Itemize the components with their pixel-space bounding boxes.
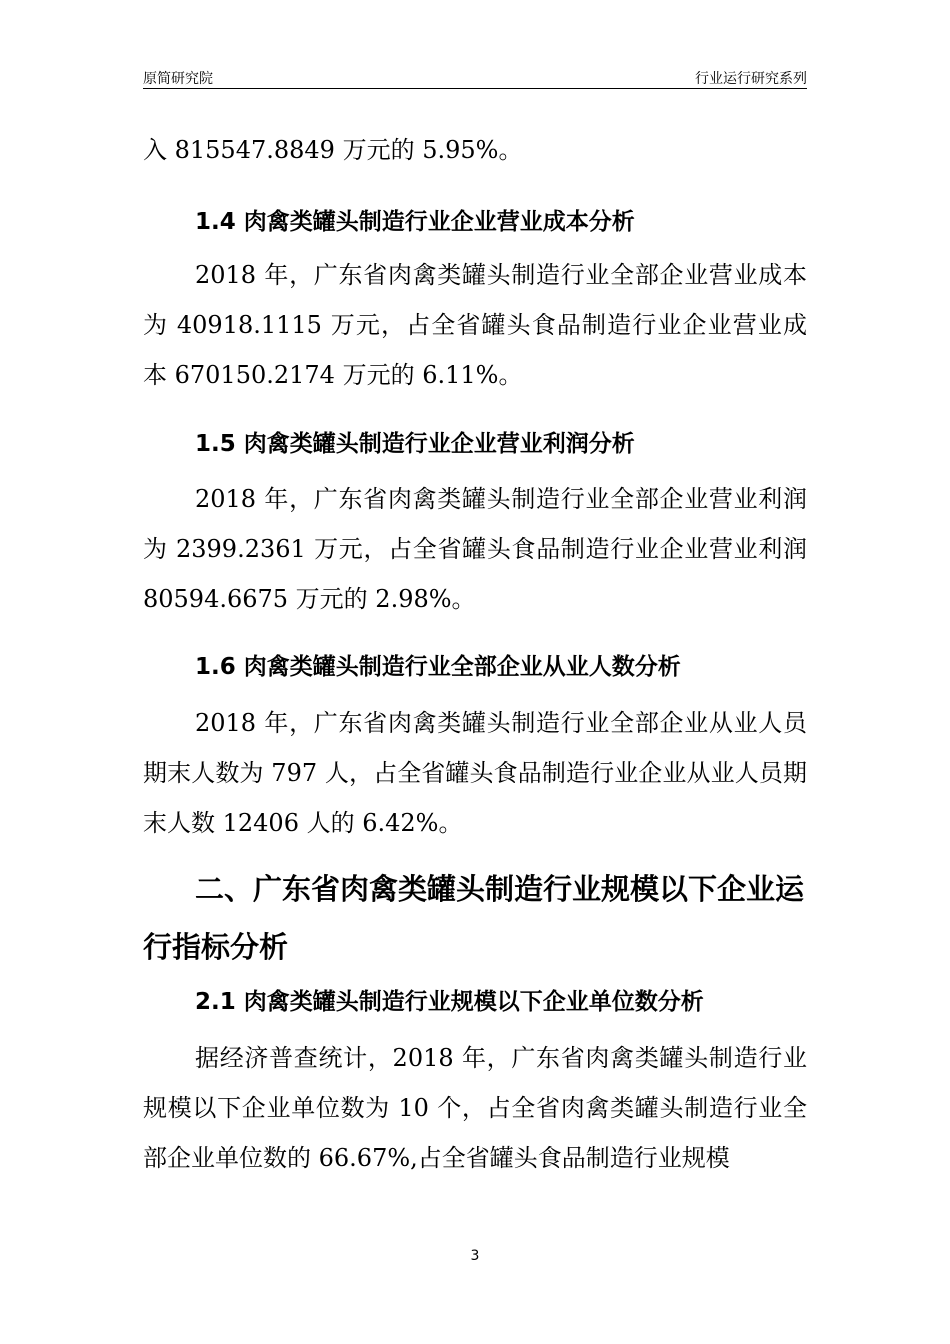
section-heading-1-5: 1.5 肉禽类罐头制造行业企业营业利润分析 — [195, 431, 635, 457]
chapter-heading-line-1: 二、广东省肉禽类罐头制造行业规模以下企业运 — [195, 872, 805, 906]
paragraph-text: 据经济普查统计，2018 年，广东省肉禽类罐头制造行业规模以下企业单位数为 10 个，占全省肉禽类罐头制造行业全部企业单位数的 66.67%,占全省罐头食品制造行业规模 — [143, 1044, 807, 1172]
section-heading-2-1: 2.1 肉禽类罐头制造行业规模以下企业单位数分析 — [195, 989, 704, 1015]
header-org-name: 原简研究院 — [143, 71, 213, 87]
page-header — [143, 66, 807, 89]
chapter-heading-line-2: 行指标分析 — [143, 930, 289, 964]
paragraph-2-1 — [143, 1033, 807, 1183]
paragraph-1-4 — [143, 250, 807, 400]
paragraph-1-5 — [143, 474, 807, 624]
header-series-name: 行业运行研究系列 — [695, 71, 807, 87]
paragraph-1-6 — [143, 698, 807, 848]
page-number: 3 — [470, 1248, 480, 1264]
section-heading-1-6: 1.6 肉禽类罐头制造行业全部企业从业人数分析 — [195, 654, 681, 680]
chapter-heading-2 — [143, 860, 807, 976]
paragraph-text: 2018 年，广东省肉禽类罐头制造行业全部企业营业利润为 2399.2361 万元，占全省罐头食品制造行业企业营业利润 80594.6675 万元的 2.98%。 — [143, 485, 807, 613]
paragraph-continuation — [143, 125, 807, 175]
paragraph-text: 2018 年，广东省肉禽类罐头制造行业全部企业营业成本为 40918.1115 万元，占全省罐头食品制造行业企业营业成本 670150.2174 万元的 6.11%。 — [143, 261, 807, 389]
paragraph-text: 2018 年，广东省肉禽类罐头制造行业全部企业从业人员期末人数为 797 人，占全省罐头食品制造行业企业从业人员期末人数 12406 人的 6.42%。 — [143, 709, 807, 837]
section-heading-1-4: 1.4 肉禽类罐头制造行业企业营业成本分析 — [195, 209, 635, 235]
paragraph-text: 入 815547.8849 万元的 5.95%。 — [143, 136, 523, 164]
